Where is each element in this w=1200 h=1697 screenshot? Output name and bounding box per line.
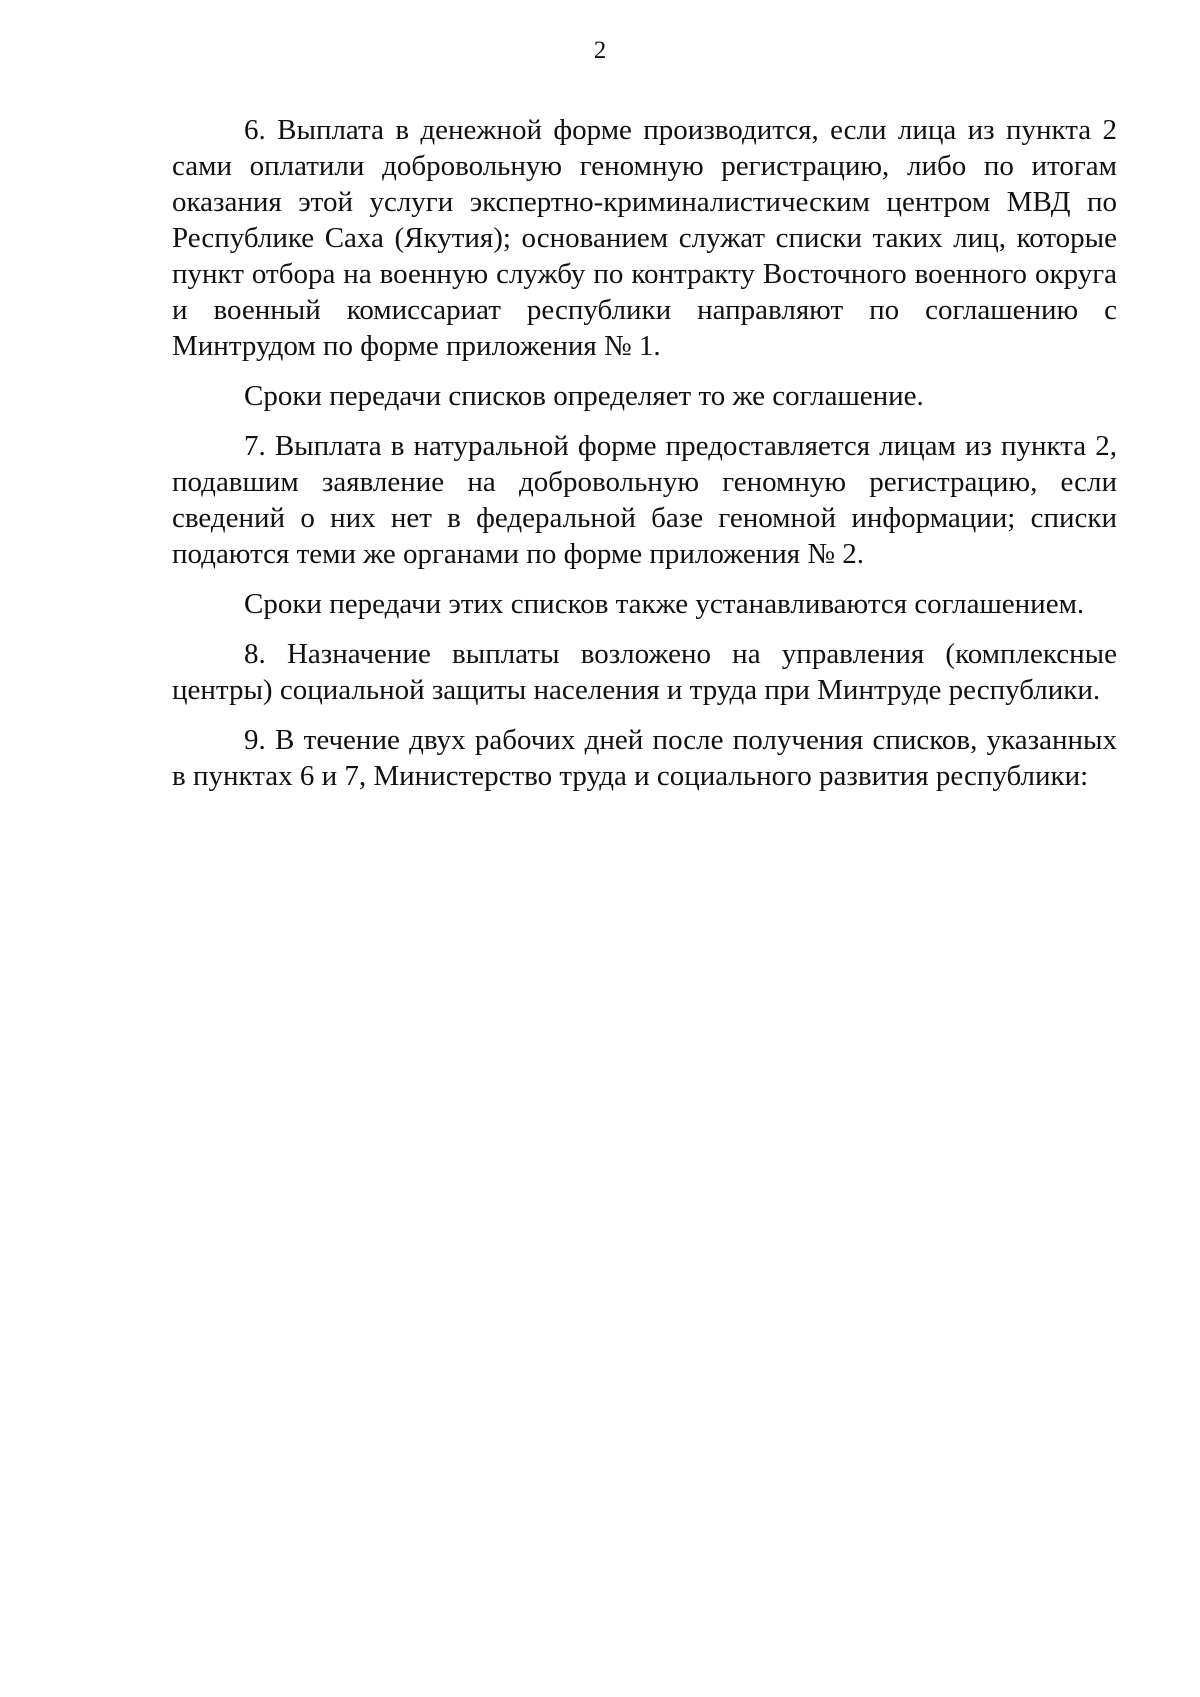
- paragraph-item-7: 7. Выплата в натуральной форме предоставляется лицам из пункта 2, подавшим заявление на добровольную геномную регистрацию, если сведений о них нет в федеральной базе геномной информации; списки подаются теми же органами по форме приложения № 2.: [172, 430, 1117, 570]
- paragraph-item-6: 6. Выплата в денежной форме производится, если лица из пункта 2 сами оплатили добровольную геномную регистрацию, либо по итогам оказания этой услуги экспертно-криминалистическим центром МВД по Республике Саха (Якутия); основанием служат списки таких лиц, которые пункт отбора на военную службу по контракту Восточного военного округа и военный комиссариат республики направляют по соглашению с Минтрудом по форме приложения № 1.: [172, 114, 1117, 362]
- document-body: [172, 112, 1117, 794]
- paragraph-item-9: 9. В течение двух рабочих дней после получения списков, указанных в пунктах 6 и 7, Министерство труда и социального развития республики:: [172, 724, 1117, 792]
- page-number: 2: [593, 37, 607, 64]
- paragraph-item-7-deadline: Сроки передачи этих списков также устанавливаются соглашением.: [244, 588, 1085, 620]
- paragraph-item-6-deadline: Сроки передачи списков определяет то же соглашение.: [244, 380, 924, 412]
- paragraph-item-8: 8. Назначение выплаты возложено на управления (комплексные центры) социальной защиты населения и труда при Минтруде республики.: [172, 638, 1117, 706]
